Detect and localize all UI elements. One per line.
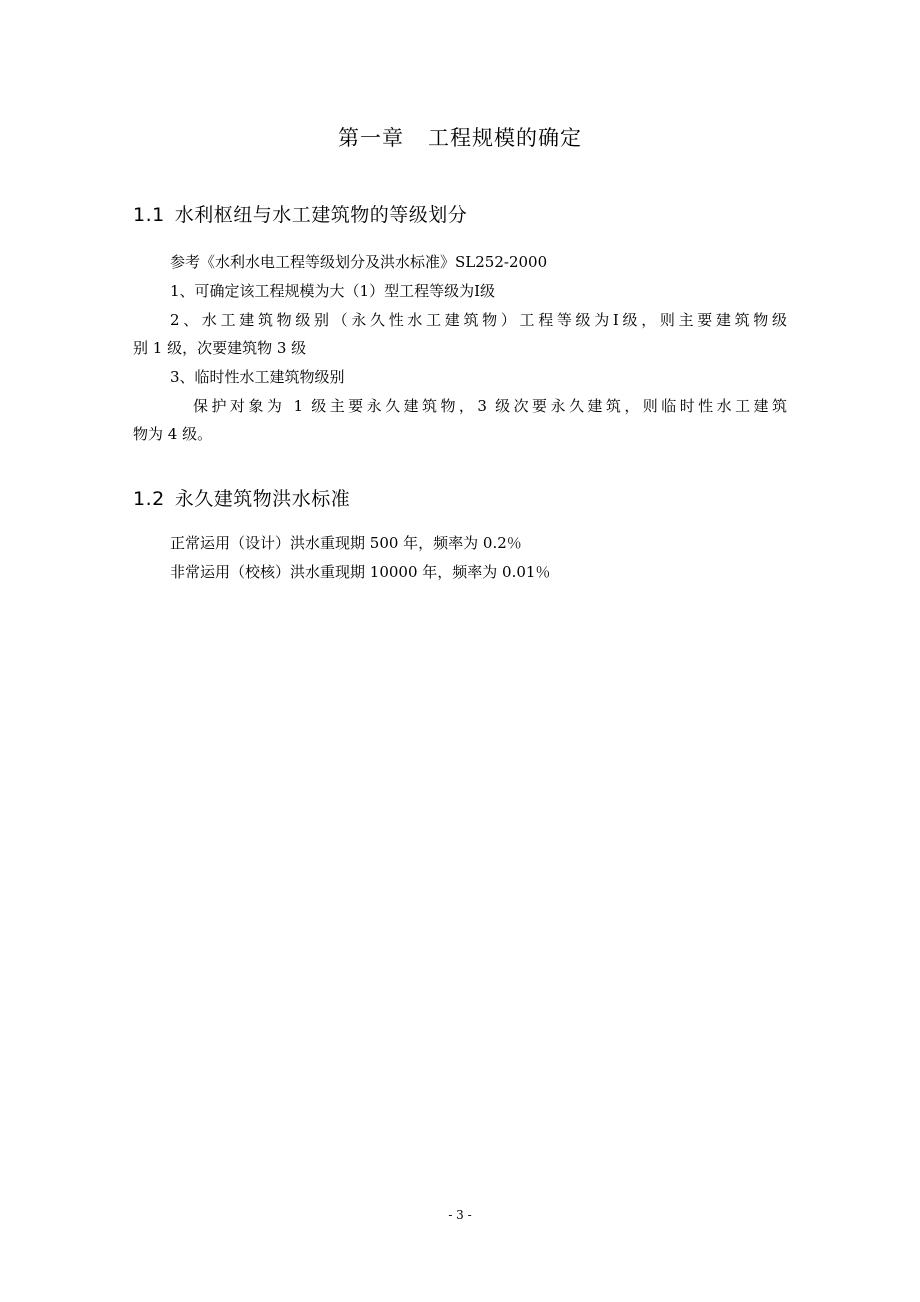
paragraph-item-1: 1、可确定该工程规模为大（1）型工程等级为Ⅰ级 bbox=[170, 282, 496, 300]
section-heading-1-1 bbox=[133, 200, 467, 227]
section-title: 永久建筑物洪水标准 bbox=[174, 488, 351, 510]
section-heading-1-2 bbox=[133, 484, 350, 511]
paragraph-reference: 参考《水利水电工程等级划分及洪水标准》SL252-2000 bbox=[170, 253, 548, 271]
paragraph-item-3-detail-line-1: 保护对象为 1 级主要永久建筑物，3 级次要永久建筑，则临时性水工建筑 bbox=[193, 397, 787, 415]
page-number: - 3 - bbox=[448, 1208, 472, 1222]
paragraph-item-2-line-1: 2、水工建筑物级别（永久性水工建筑物）工程等级为Ⅰ级，则主要建筑物级 bbox=[170, 311, 787, 329]
chapter-number: 第一章 bbox=[338, 126, 404, 150]
section-number: 1.1 bbox=[133, 204, 165, 226]
paragraph-check-flood: 非常运用（校核）洪水重现期 10000 年，频率为 0.01％ bbox=[170, 563, 551, 581]
section-title: 水利枢纽与水工建筑物的等级划分 bbox=[174, 204, 468, 226]
paragraph-item-3-detail-line-2: 物为 4 级。 bbox=[133, 425, 213, 443]
chapter-name: 工程规模的确定 bbox=[428, 126, 582, 150]
paragraph-design-flood: 正常运用（设计）洪水重现期 500 年，频率为 0.2％ bbox=[170, 534, 522, 552]
chapter-title bbox=[0, 122, 920, 152]
paragraph-item-3: 3、临时性水工建筑物级别 bbox=[170, 368, 345, 386]
paragraph-item-2-line-2: 别 1 级，次要建筑物 3 级 bbox=[133, 339, 307, 357]
section-number: 1.2 bbox=[133, 488, 165, 510]
